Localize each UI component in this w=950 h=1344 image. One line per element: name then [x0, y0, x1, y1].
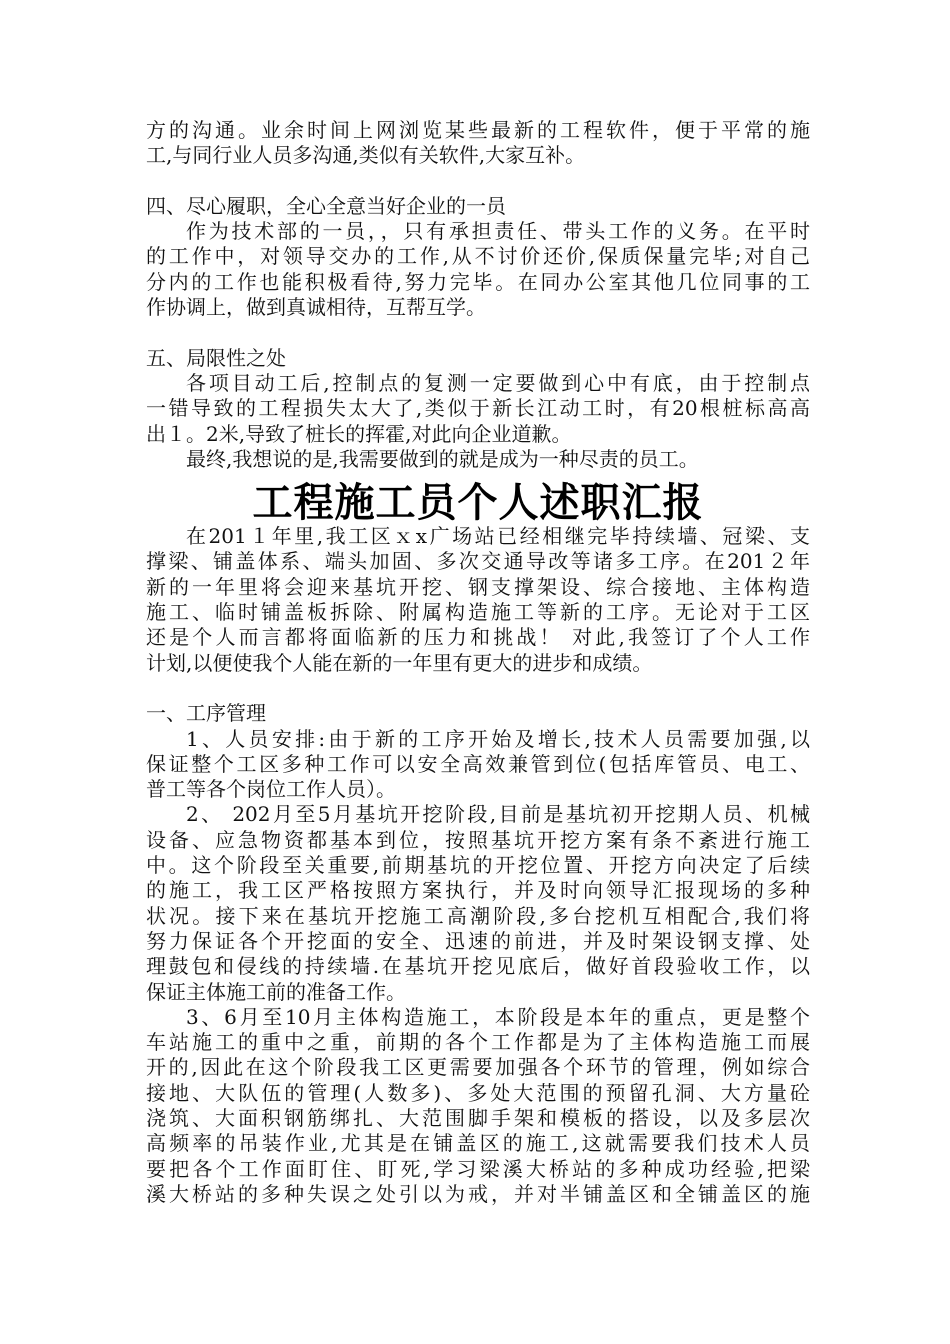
section-five [146, 346, 810, 472]
closing-line: 最终,我想说的是,我需要做到的就是成为一种尽责的员工。 [186, 446, 699, 471]
text-line: 理鼓包和侵线的持续墙.在基坑开挖见底后，做好首段验收工作，以 [146, 954, 810, 979]
text-line: 设备、应急物资都基本到位，按照基坑开挖方案有条不紊进行施工 [146, 827, 810, 852]
text-line: 保证整个工区多种工作可以安全高效兼管到位(包括库管员、电工、 [146, 751, 810, 776]
text-line: 分内的工作也能积极看待,努力完毕。在同办公室其他几位同事的工 [146, 269, 810, 294]
report-title: 工程施工员个人述职汇报 [252, 479, 704, 527]
text-line: 车站施工的重中之重，前期的各个工作都是为了主体构造施工而展 [146, 1030, 810, 1055]
section-heading: 五、局限性之处 [146, 345, 286, 370]
section-heading: 一、工序管理 [146, 701, 266, 726]
text-line: 3、6月至10月主体构造施工，本阶段是本年的重点，更是整个 [186, 1004, 810, 1029]
text-line: 接地、大队伍的管理(人数多)、多处大范围的预留孔洞、大方量砼 [146, 1080, 810, 1105]
document-page [146, 118, 810, 1207]
section-four [146, 194, 810, 320]
item-3-paragraph [146, 1005, 810, 1207]
text-line: 溪大桥站的多种失误之处引以为戒，并对半铺盖区和全铺盖区的施 [146, 1181, 810, 1206]
text-line: 开的,因此在这个阶段我工区更需要加强各个环节的管理，例如综合 [146, 1055, 810, 1080]
section-one [146, 701, 810, 1207]
text-line: 的施工，我工区严格按照方案执行，并及时向领导汇报现场的多种 [146, 878, 810, 903]
text-line: 撑梁、铺盖体系、端头加固、多次交通导改等诸多工序。在201２年 [146, 549, 810, 574]
text-line: 新的一年里将会迎来基坑开挖、钢支撑架设、综合接地、主体构造 [146, 574, 810, 599]
paragraph-gap [146, 320, 810, 345]
text-line: 施工、临时铺盖板拆除、附属构造施工等新的工序。无论对于工区 [146, 600, 810, 625]
text-line: 高频率的吊装作业,尤其是在铺盖区的施工,这就需要我们技术人员 [146, 1131, 810, 1156]
text-line: 的工作中，对领导交办的工作,从不讨价还价,保质保量完毕;对自己 [146, 244, 810, 269]
text-line: 状况。接下来在基坑开挖施工高潮阶段,多台挖机互相配合,我们将 [146, 903, 810, 928]
text-line: 中。这个阶段至关重要,前期基坑的开挖位置、开挖方向决定了后续 [146, 853, 810, 878]
text-line: 浇筑、大面积钢筋绑扎、大范围脚手架和模板的搭设，以及多层次 [146, 1105, 810, 1130]
item-1-paragraph [146, 727, 810, 803]
section-heading: 四、尽心履职，全心全意当好企业的一员 [146, 193, 506, 218]
text-line: 还是个人而言都将面临新的压力和挑战！ 对此,我签订了个人工作 [146, 625, 810, 650]
text-line: 出１。2米,导致了桩长的挥霍,对此向企业道歉。 [146, 421, 572, 446]
text-line: 在201１年里,我工区ｘx广场站已经相继完毕持续墙、冠梁、支 [186, 524, 810, 549]
text-line: 计划,以便使我个人能在新的一年里有更大的进步和成绩。 [146, 650, 653, 675]
text-line: 2、 202月至5月基坑开挖阶段,目前是基坑初开挖期人员、机械 [186, 802, 810, 827]
text-line: 各项目动工后,控制点的复测一定要做到心中有底，由于控制点 [186, 370, 810, 395]
paragraph-gap [146, 676, 810, 701]
report-intro-paragraph [146, 524, 810, 676]
text-line: 普工等各个岗位工作人员）。 [146, 777, 396, 802]
paragraph-gap [146, 169, 810, 194]
text-line: 保证主体施工前的准备工作。 [146, 979, 406, 1004]
intro-continuation-paragraph [146, 118, 810, 169]
text-line: 作协调上，做到真诚相待，互帮互学。 [146, 295, 486, 320]
text-line: 1、人员安排:由于新的工序开始及增长,技术人员需要加强,以 [186, 726, 810, 751]
text-line: 努力保证各个开挖面的安全、迅速的前进，并及时架设钢支撑、处 [146, 928, 810, 953]
item-2-paragraph [146, 802, 810, 1004]
text-line: 一错导致的工程损失太大了,类似于新长江动工时，有20根桩标高高 [146, 396, 810, 421]
text-line: 要把各个工作面盯住、盯死,学习梁溪大桥站的多种成功经验,把梁 [146, 1156, 810, 1181]
text-line: 工,与同行业人员多沟通,类似有关软件,大家互补。 [146, 143, 586, 168]
text-line: 方的沟通。业余时间上网浏览某些最新的工程软件，便于平常的施 [146, 118, 810, 142]
text-line: 作为技术部的一员，，只有承担责任、带头工作的义务。在平时 [186, 219, 810, 244]
